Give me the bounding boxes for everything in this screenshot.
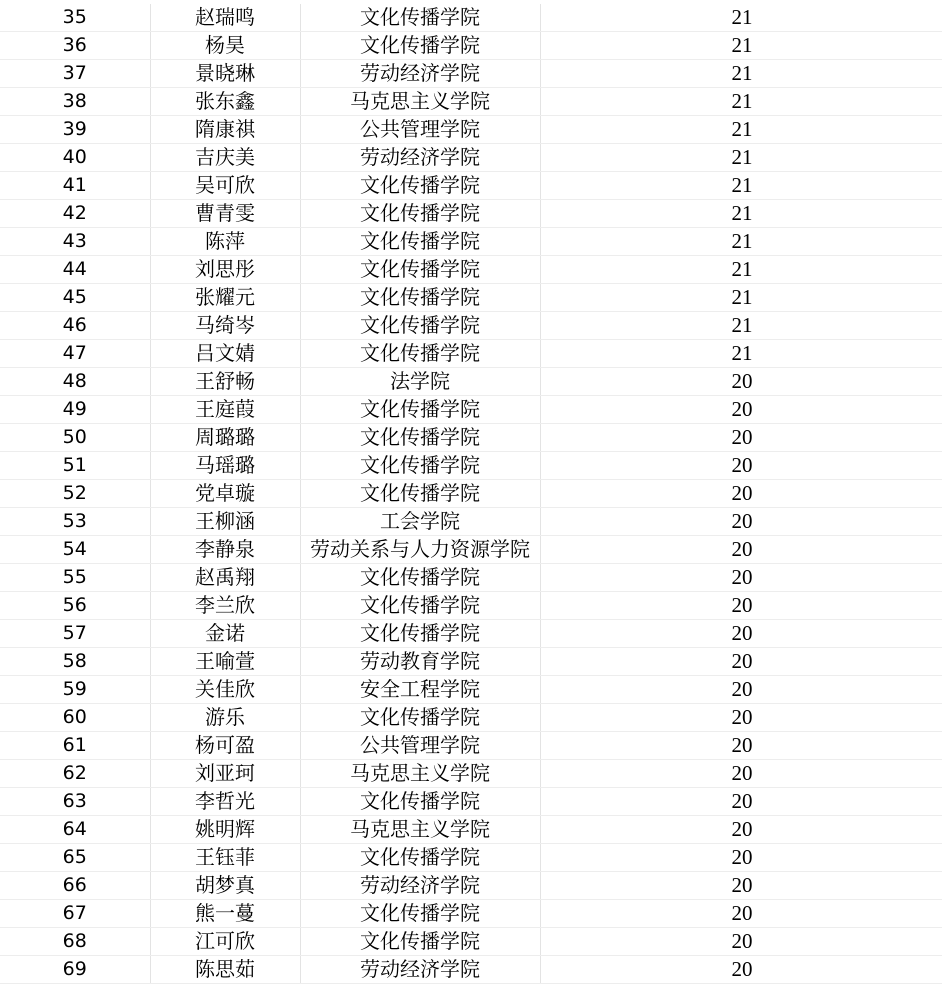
name-cell[interactable]: 金诺 xyxy=(150,620,300,648)
table-body xyxy=(0,4,942,984)
name-cell[interactable]: 刘思彤 xyxy=(150,256,300,284)
college-cell[interactable]: 劳动经济学院 xyxy=(300,144,540,172)
name-cell[interactable]: 胡梦真 xyxy=(150,872,300,900)
table-row xyxy=(0,340,942,368)
rank-cell[interactable]: 58 xyxy=(0,648,150,676)
table-row xyxy=(0,480,942,508)
score-cell[interactable]: 21 xyxy=(540,228,942,256)
results-table xyxy=(0,4,942,984)
table-row xyxy=(0,872,942,900)
college-cell[interactable]: 文化传播学院 xyxy=(300,424,540,452)
score-cell[interactable]: 21 xyxy=(540,144,942,172)
table-row xyxy=(0,620,942,648)
name-cell[interactable]: 王喻萱 xyxy=(150,648,300,676)
name-cell[interactable]: 王钰菲 xyxy=(150,844,300,872)
table-row xyxy=(0,144,942,172)
table-row xyxy=(0,88,942,116)
rank-cell[interactable]: 69 xyxy=(0,956,150,984)
score-cell[interactable]: 20 xyxy=(540,956,942,984)
college-cell[interactable]: 马克思主义学院 xyxy=(300,816,540,844)
name-cell[interactable]: 游乐 xyxy=(150,704,300,732)
rank-cell[interactable]: 50 xyxy=(0,424,150,452)
rank-cell[interactable]: 67 xyxy=(0,900,150,928)
table-row xyxy=(0,704,942,732)
name-cell[interactable]: 陈思茹 xyxy=(150,956,300,984)
rank-cell[interactable]: 68 xyxy=(0,928,150,956)
table-row xyxy=(0,788,942,816)
table-row xyxy=(0,592,942,620)
rank-cell[interactable]: 46 xyxy=(0,312,150,340)
college-cell[interactable]: 文化传播学院 xyxy=(300,704,540,732)
name-cell[interactable]: 关佳欣 xyxy=(150,676,300,704)
rank-cell[interactable]: 57 xyxy=(0,620,150,648)
rank-cell[interactable]: 45 xyxy=(0,284,150,312)
table-row xyxy=(0,928,942,956)
table-row xyxy=(0,228,942,256)
college-cell[interactable]: 文化传播学院 xyxy=(300,256,540,284)
college-cell[interactable]: 文化传播学院 xyxy=(300,620,540,648)
college-cell[interactable]: 法学院 xyxy=(300,368,540,396)
name-cell[interactable]: 景晓琳 xyxy=(150,60,300,88)
rank-cell[interactable]: 53 xyxy=(0,508,150,536)
score-cell[interactable]: 21 xyxy=(540,312,942,340)
table-row xyxy=(0,844,942,872)
name-cell[interactable]: 张东鑫 xyxy=(150,88,300,116)
score-cell[interactable]: 20 xyxy=(540,788,942,816)
college-cell[interactable]: 劳动关系与人力资源学院 xyxy=(300,536,540,564)
name-cell[interactable]: 隋康祺 xyxy=(150,116,300,144)
college-cell[interactable]: 文化传播学院 xyxy=(300,844,540,872)
college-cell[interactable]: 文化传播学院 xyxy=(300,396,540,424)
score-cell[interactable]: 20 xyxy=(540,760,942,788)
name-cell[interactable]: 张耀元 xyxy=(150,284,300,312)
college-cell[interactable]: 文化传播学院 xyxy=(300,200,540,228)
score-cell[interactable]: 20 xyxy=(540,816,942,844)
table-row xyxy=(0,956,942,984)
rank-cell[interactable]: 40 xyxy=(0,144,150,172)
table-row xyxy=(0,116,942,144)
score-cell[interactable]: 20 xyxy=(540,480,942,508)
college-cell[interactable]: 文化传播学院 xyxy=(300,312,540,340)
name-cell[interactable]: 江可欣 xyxy=(150,928,300,956)
score-cell[interactable]: 21 xyxy=(540,88,942,116)
score-cell[interactable]: 20 xyxy=(540,424,942,452)
rank-cell[interactable]: 54 xyxy=(0,536,150,564)
score-cell[interactable]: 20 xyxy=(540,676,942,704)
table-row xyxy=(0,396,942,424)
table-row xyxy=(0,452,942,480)
college-cell[interactable]: 文化传播学院 xyxy=(300,4,540,32)
table-row xyxy=(0,508,942,536)
name-cell[interactable]: 吴可欣 xyxy=(150,172,300,200)
table-row xyxy=(0,816,942,844)
college-cell[interactable]: 文化传播学院 xyxy=(300,788,540,816)
score-cell[interactable]: 20 xyxy=(540,872,942,900)
name-cell[interactable]: 王舒畅 xyxy=(150,368,300,396)
rank-cell[interactable]: 47 xyxy=(0,340,150,368)
table-row xyxy=(0,284,942,312)
name-cell[interactable]: 王庭葭 xyxy=(150,396,300,424)
table-row xyxy=(0,564,942,592)
score-cell[interactable]: 21 xyxy=(540,4,942,32)
score-cell[interactable]: 21 xyxy=(540,32,942,60)
name-cell[interactable]: 吕文婧 xyxy=(150,340,300,368)
rank-cell[interactable]: 42 xyxy=(0,200,150,228)
table-row xyxy=(0,256,942,284)
name-cell[interactable]: 杨可盈 xyxy=(150,732,300,760)
rank-cell[interactable]: 48 xyxy=(0,368,150,396)
name-cell[interactable]: 姚明辉 xyxy=(150,816,300,844)
name-cell[interactable]: 王柳涵 xyxy=(150,508,300,536)
score-cell[interactable]: 20 xyxy=(540,592,942,620)
score-cell[interactable]: 21 xyxy=(540,172,942,200)
table-row xyxy=(0,648,942,676)
rank-cell[interactable]: 49 xyxy=(0,396,150,424)
score-cell[interactable]: 21 xyxy=(540,200,942,228)
rank-cell[interactable]: 55 xyxy=(0,564,150,592)
score-cell[interactable]: 20 xyxy=(540,704,942,732)
table-row xyxy=(0,536,942,564)
college-cell[interactable]: 公共管理学院 xyxy=(300,732,540,760)
rank-cell[interactable]: 35 xyxy=(0,4,150,32)
table-row xyxy=(0,60,942,88)
score-cell[interactable]: 20 xyxy=(540,536,942,564)
rank-cell[interactable]: 59 xyxy=(0,676,150,704)
table-row xyxy=(0,368,942,396)
table-row xyxy=(0,200,942,228)
score-cell[interactable]: 21 xyxy=(540,116,942,144)
rank-cell[interactable]: 65 xyxy=(0,844,150,872)
score-cell[interactable]: 20 xyxy=(540,564,942,592)
college-cell[interactable]: 文化传播学院 xyxy=(300,32,540,60)
score-cell[interactable]: 20 xyxy=(540,620,942,648)
rank-cell[interactable]: 44 xyxy=(0,256,150,284)
score-cell[interactable]: 20 xyxy=(540,396,942,424)
score-cell[interactable]: 20 xyxy=(540,368,942,396)
table-row xyxy=(0,312,942,340)
score-cell[interactable]: 21 xyxy=(540,60,942,88)
college-cell[interactable]: 马克思主义学院 xyxy=(300,88,540,116)
name-cell[interactable]: 陈萍 xyxy=(150,228,300,256)
rank-cell[interactable]: 52 xyxy=(0,480,150,508)
name-cell[interactable]: 马瑶璐 xyxy=(150,452,300,480)
college-cell[interactable]: 马克思主义学院 xyxy=(300,760,540,788)
rank-cell[interactable]: 36 xyxy=(0,32,150,60)
score-cell[interactable]: 20 xyxy=(540,732,942,760)
score-cell[interactable]: 20 xyxy=(540,452,942,480)
rank-cell[interactable]: 60 xyxy=(0,704,150,732)
name-cell[interactable]: 曹青雯 xyxy=(150,200,300,228)
college-cell[interactable]: 文化传播学院 xyxy=(300,928,540,956)
name-cell[interactable]: 吉庆美 xyxy=(150,144,300,172)
rank-cell[interactable]: 62 xyxy=(0,760,150,788)
rank-cell[interactable]: 64 xyxy=(0,816,150,844)
college-cell[interactable]: 劳动经济学院 xyxy=(300,956,540,984)
table-row xyxy=(0,676,942,704)
name-cell[interactable]: 李静泉 xyxy=(150,536,300,564)
college-cell[interactable]: 公共管理学院 xyxy=(300,116,540,144)
rank-cell[interactable]: 66 xyxy=(0,872,150,900)
name-cell[interactable]: 马绮岑 xyxy=(150,312,300,340)
college-cell[interactable]: 安全工程学院 xyxy=(300,676,540,704)
table-row xyxy=(0,424,942,452)
table-row xyxy=(0,900,942,928)
college-cell[interactable]: 劳动经济学院 xyxy=(300,872,540,900)
score-cell[interactable]: 20 xyxy=(540,844,942,872)
college-cell[interactable]: 文化传播学院 xyxy=(300,480,540,508)
table-row xyxy=(0,4,942,32)
name-cell[interactable]: 党卓璇 xyxy=(150,480,300,508)
college-cell[interactable]: 文化传播学院 xyxy=(300,900,540,928)
college-cell[interactable]: 工会学院 xyxy=(300,508,540,536)
rank-cell[interactable]: 43 xyxy=(0,228,150,256)
table-row xyxy=(0,172,942,200)
college-cell[interactable]: 文化传播学院 xyxy=(300,592,540,620)
score-cell[interactable]: 21 xyxy=(540,340,942,368)
rank-cell[interactable]: 56 xyxy=(0,592,150,620)
score-cell[interactable]: 20 xyxy=(540,928,942,956)
rank-cell[interactable]: 39 xyxy=(0,116,150,144)
rank-cell[interactable]: 37 xyxy=(0,60,150,88)
rank-cell[interactable]: 41 xyxy=(0,172,150,200)
college-cell[interactable]: 文化传播学院 xyxy=(300,564,540,592)
name-cell[interactable]: 李兰欣 xyxy=(150,592,300,620)
rank-cell[interactable]: 51 xyxy=(0,452,150,480)
name-cell[interactable]: 熊一蔓 xyxy=(150,900,300,928)
name-cell[interactable]: 赵瑞鸣 xyxy=(150,4,300,32)
score-cell[interactable]: 20 xyxy=(540,508,942,536)
college-cell[interactable]: 文化传播学院 xyxy=(300,340,540,368)
name-cell[interactable]: 杨昊 xyxy=(150,32,300,60)
score-cell[interactable]: 21 xyxy=(540,284,942,312)
rank-cell[interactable]: 63 xyxy=(0,788,150,816)
name-cell[interactable]: 刘亚珂 xyxy=(150,760,300,788)
rank-cell[interactable]: 61 xyxy=(0,732,150,760)
college-cell[interactable]: 文化传播学院 xyxy=(300,172,540,200)
college-cell[interactable]: 文化传播学院 xyxy=(300,228,540,256)
score-cell[interactable]: 21 xyxy=(540,256,942,284)
score-cell[interactable]: 20 xyxy=(540,648,942,676)
college-cell[interactable]: 文化传播学院 xyxy=(300,284,540,312)
college-cell[interactable]: 文化传播学院 xyxy=(300,452,540,480)
name-cell[interactable]: 周璐璐 xyxy=(150,424,300,452)
table-row xyxy=(0,32,942,60)
college-cell[interactable]: 劳动经济学院 xyxy=(300,60,540,88)
college-cell[interactable]: 劳动教育学院 xyxy=(300,648,540,676)
name-cell[interactable]: 李哲光 xyxy=(150,788,300,816)
table-row xyxy=(0,760,942,788)
rank-cell[interactable]: 38 xyxy=(0,88,150,116)
score-cell[interactable]: 20 xyxy=(540,900,942,928)
name-cell[interactable]: 赵禹翔 xyxy=(150,564,300,592)
table-row xyxy=(0,732,942,760)
